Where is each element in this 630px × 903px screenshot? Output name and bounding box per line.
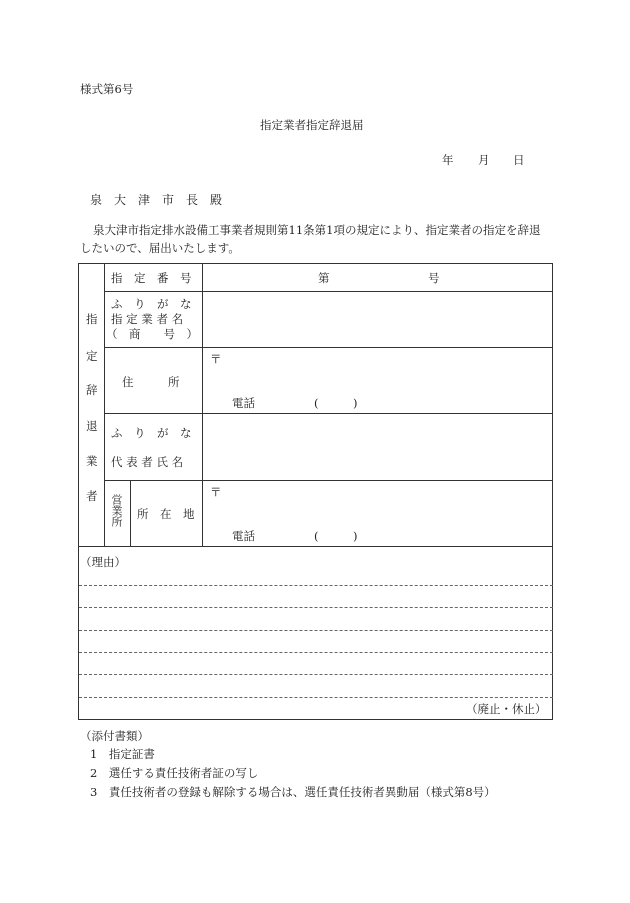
company-name-label: 指 定 業 者 名 [111, 312, 184, 326]
designation-number-dai[interactable]: 第 [318, 271, 330, 285]
rep-name-label: 代 表 者 氏 名 [111, 455, 184, 469]
rep-furigana-label: ふ り が な [111, 426, 192, 440]
side-label-char: 指 [86, 312, 98, 326]
date-month: 月 [478, 153, 490, 167]
phone-parens[interactable]: ( ) [314, 529, 358, 543]
attachment-item: 1 指定証書 [90, 747, 155, 761]
form-number: 様式第6号 [80, 82, 134, 96]
designation-number-go: 号 [428, 271, 440, 285]
body-line-1: 泉大津市指定排水設備工事業者規則第11条第1項の規定により、指定業者の指定を辞退 [93, 223, 541, 237]
location-label: 所 在 地 [137, 507, 195, 521]
date-day: 日 [513, 153, 525, 167]
furigana-label: ふ り が な [111, 297, 192, 311]
phone-parens[interactable]: ( ) [314, 396, 358, 410]
side-label-char: 者 [86, 489, 98, 503]
side-label-char: 辞 [86, 383, 98, 397]
attachment-item: 3 責任技術者の登録も解除する場合は、選任責任技術者異動届（様式第8号） [90, 785, 496, 799]
phone-label: 電話 [232, 396, 255, 410]
office-label: 営業所 [110, 494, 123, 527]
phone-label: 電話 [232, 529, 255, 543]
postal-mark: 〒 [210, 352, 222, 366]
body-line-2: したいので、届出いたします。 [80, 241, 240, 255]
address-label: 住 所 [122, 375, 180, 389]
attachments-heading: （添付書類） [80, 729, 149, 743]
attachment-item: 2 選任する責任技術者証の写し [90, 766, 259, 780]
side-label-char: 退 [86, 419, 98, 433]
document-title: 指定業者指定辞退届 [260, 118, 364, 132]
reason-type: （廃止・休止） [466, 702, 547, 716]
reason-label: （理由） [80, 555, 126, 569]
designation-number-label: 指 定 番 号 [111, 271, 192, 285]
postal-mark: 〒 [210, 485, 222, 499]
side-label-char: 業 [86, 454, 98, 468]
addressee: 泉 大 津 市 長 殿 [90, 193, 223, 207]
trade-name-label: （ 商 号 ） [106, 327, 198, 341]
side-label-char: 定 [86, 349, 98, 363]
date-year: 年 [442, 153, 454, 167]
